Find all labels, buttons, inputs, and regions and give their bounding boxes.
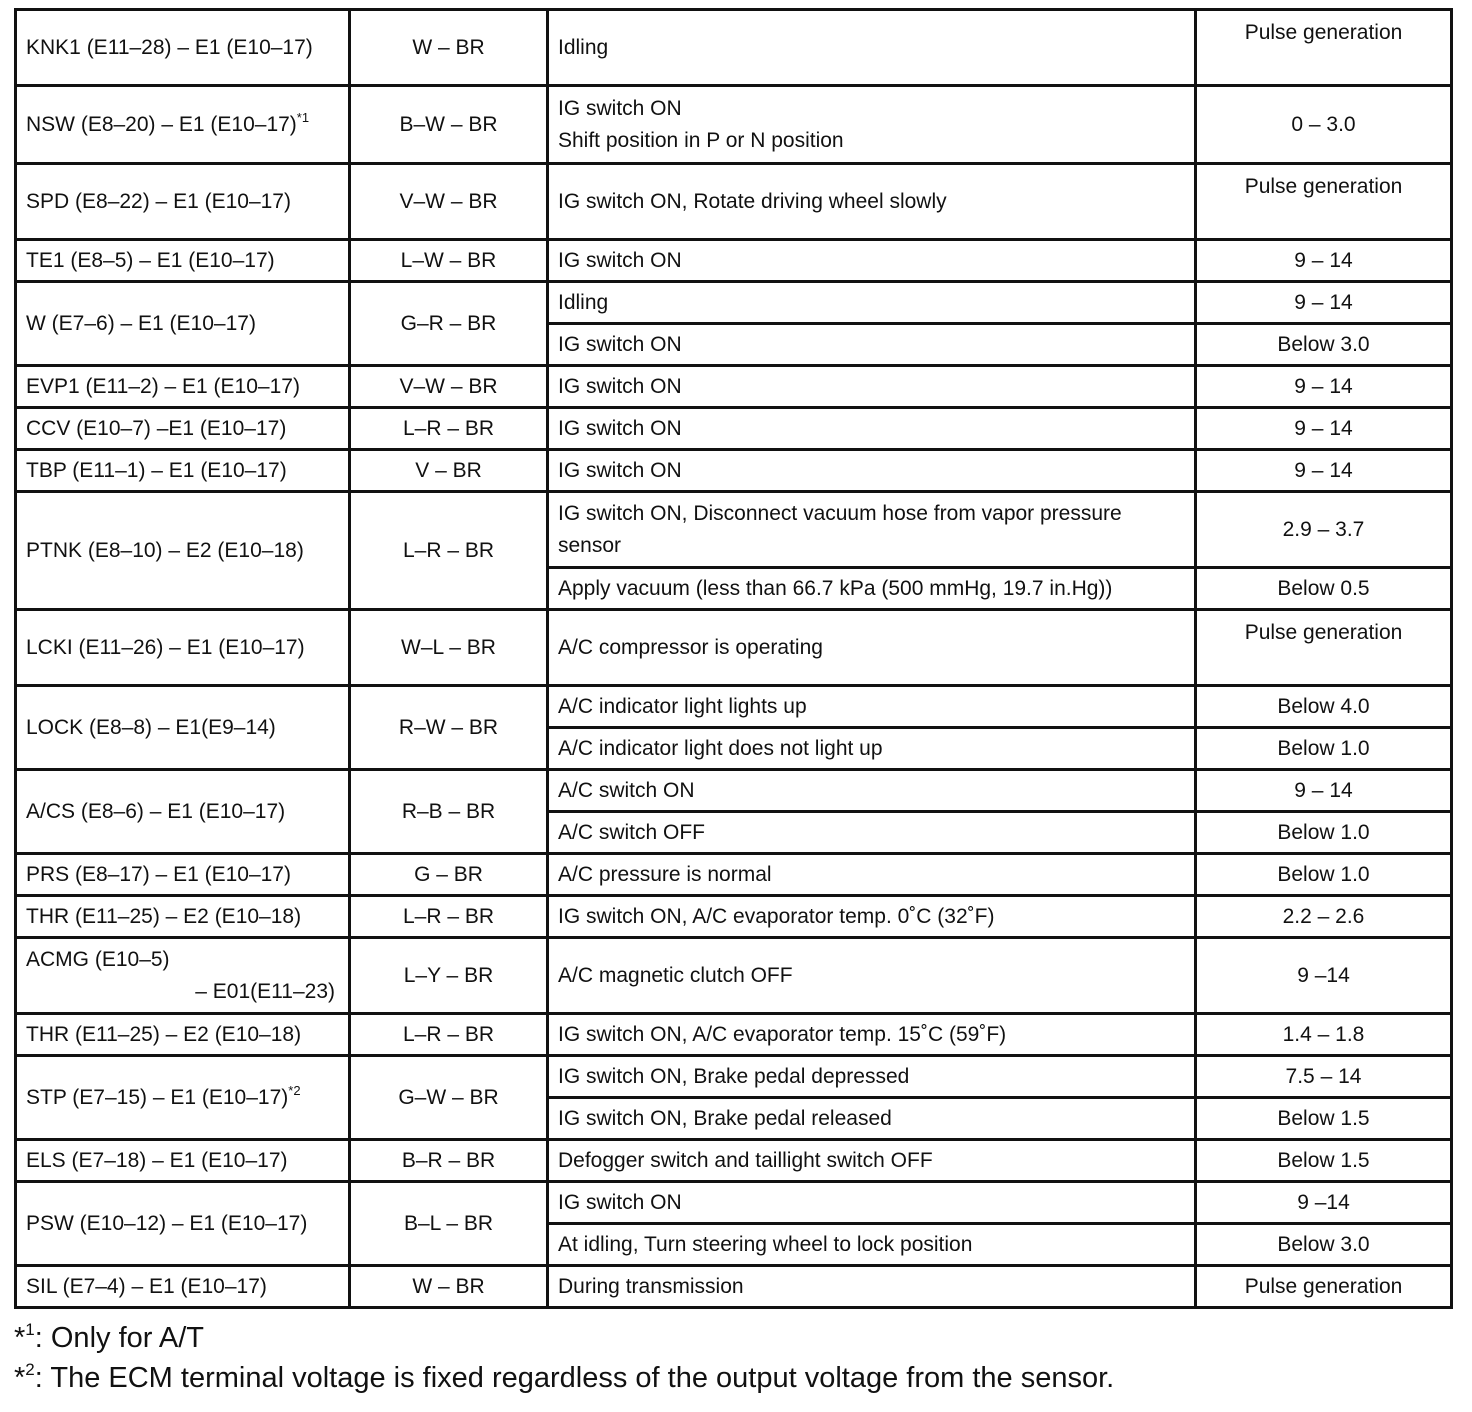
condition-cell [548, 10, 1196, 86]
terminal-label: PTNK (E8–10) – E2 (E10–18) [26, 538, 304, 562]
wiring-color-label: W – BR [412, 35, 485, 59]
specified-voltage: 9 –14 [1297, 1190, 1350, 1214]
terminal-label: KNK1 (E11–28) – E1 (E10–17) [26, 35, 313, 59]
wiring-color-label: G – BR [414, 862, 483, 886]
terminal-line: – E01(E11–23) [195, 979, 335, 1003]
terminal-cell [16, 1266, 350, 1308]
condition-cell [548, 1224, 1196, 1266]
footnote-marker: *1 [296, 109, 310, 125]
voltage-cell [1196, 1266, 1452, 1308]
condition-label: A/C magnetic clutch OFF [558, 963, 793, 987]
condition-label: IG switch ON, Brake pedal depressed [558, 1064, 910, 1088]
condition-label: IG switch ON [558, 416, 682, 440]
condition-label: IG switch ON [558, 248, 682, 272]
terminal-cell [16, 1014, 350, 1056]
condition-label: A/C compressor is operating [558, 635, 823, 659]
terminal-cell [16, 1056, 350, 1140]
condition-cell [548, 686, 1196, 728]
wiring-color-cell [350, 1140, 548, 1182]
voltage-cell [1196, 492, 1452, 568]
voltage-cell [1196, 770, 1452, 812]
condition-label: IG switch ON [558, 458, 682, 482]
terminal-label: STP (E7–15) – E1 (E10–17) [26, 1085, 289, 1109]
condition-label: During transmission [558, 1274, 744, 1298]
terminal-cell [16, 86, 350, 164]
condition-cell [548, 812, 1196, 854]
terminal-cell [16, 10, 350, 86]
table-row [16, 1140, 1452, 1182]
condition-label: IG switch ON, Rotate driving wheel slowly [558, 189, 947, 213]
table-body [16, 10, 1452, 1308]
terminal-label: SPD (E8–22) – E1 (E10–17) [26, 189, 291, 213]
condition-cell [548, 770, 1196, 812]
wiring-color-label: L–R – BR [402, 538, 495, 562]
terminal-label: A/CS (E8–6) – E1 (E10–17) [26, 799, 286, 823]
voltage-cell [1196, 1182, 1452, 1224]
wiring-color-label: V – BR [415, 458, 482, 482]
table-row [16, 854, 1452, 896]
terminal-cell [16, 492, 350, 610]
table-row [16, 896, 1452, 938]
voltage-cell [1196, 1056, 1452, 1098]
footnote-text: : Only for A/T [34, 1322, 204, 1354]
footnote [14, 1358, 1114, 1398]
specified-voltage: 9 – 14 [1294, 290, 1353, 314]
condition-cell [548, 1014, 1196, 1056]
wiring-color-cell [350, 240, 548, 282]
condition-cell [548, 568, 1196, 610]
condition-cell [548, 282, 1196, 324]
specified-voltage: 1.4 – 1.8 [1282, 1022, 1365, 1046]
specified-voltage: 9 –14 [1297, 963, 1350, 987]
wiring-color-label: B–W – BR [399, 112, 498, 136]
wiring-color-cell [350, 1056, 548, 1140]
wiring-color-label: R–W – BR [398, 715, 499, 739]
wiring-color-cell [350, 686, 548, 770]
terminal-label: THR (E11–25) – E2 (E10–18) [26, 1022, 302, 1046]
condition-label: IG switch ON, Disconnect vacuum hose from vapor pressure sensor [558, 502, 1122, 557]
table-row [16, 450, 1452, 492]
wiring-color-cell [350, 86, 548, 164]
voltage-cell [1196, 686, 1452, 728]
specified-voltage: 2.9 – 3.7 [1282, 517, 1365, 541]
condition-label: IG switch ON [558, 332, 682, 356]
specified-voltage: Pulse generation [1244, 21, 1403, 44]
voltage-cell [1196, 450, 1452, 492]
condition-label: IG switch ON, A/C evaporator temp. 15˚C (59˚F) [558, 1022, 1007, 1046]
condition-label: Idling [558, 290, 609, 314]
wiring-color-cell [350, 1182, 548, 1266]
voltage-cell [1196, 282, 1452, 324]
voltage-cell [1196, 164, 1452, 240]
specified-voltage: 9 – 14 [1294, 458, 1353, 482]
wiring-color-label: W–L – BR [401, 635, 496, 659]
specified-voltage: Pulse generation [1244, 1274, 1403, 1298]
specified-voltage: Pulse generation [1244, 175, 1403, 198]
specified-voltage: Below 0.5 [1277, 576, 1370, 600]
condition-cell [548, 938, 1196, 1014]
table-row [16, 770, 1452, 812]
wiring-color-cell [350, 938, 548, 1014]
condition-label: IG switch ON [558, 374, 682, 398]
table-row [16, 1056, 1452, 1098]
condition-cell [548, 164, 1196, 240]
wiring-color-label: W – BR [412, 1274, 485, 1298]
terminal-label: LOCK (E8–8) – E1(E9–14) [26, 715, 276, 739]
table-row [16, 492, 1452, 568]
terminal-cell [16, 164, 350, 240]
condition-label: Idling [558, 35, 609, 59]
voltage-cell [1196, 408, 1452, 450]
wiring-color-cell [350, 450, 548, 492]
specified-voltage: Below 1.0 [1277, 736, 1370, 760]
condition-label: IG switch ON, Brake pedal released [558, 1106, 892, 1130]
wiring-color-label: L–R – BR [402, 416, 495, 440]
condition-label: A/C indicator light lights up [558, 694, 807, 718]
footnote [14, 1318, 1114, 1358]
wiring-color-cell [350, 366, 548, 408]
table-row [16, 86, 1452, 164]
condition-label: At idling, Turn steering wheel to lock position [558, 1232, 973, 1256]
terminal-label: EVP1 (E11–2) – E1 (E10–17) [26, 374, 300, 398]
wiring-color-cell [350, 408, 548, 450]
footnote-text: : The ECM terminal voltage is fixed regardless of the output voltage from the sensor. [34, 1362, 1115, 1394]
table-row [16, 408, 1452, 450]
wiring-color-cell [350, 282, 548, 366]
terminal-label: W (E7–6) – E1 (E10–17) [26, 311, 256, 335]
specified-voltage: 9 – 14 [1294, 374, 1353, 398]
condition-label: A/C indicator light does not light up [558, 736, 883, 760]
condition-cell [548, 1266, 1196, 1308]
voltage-cell [1196, 10, 1452, 86]
condition-cell [548, 86, 1196, 164]
condition-cell [548, 728, 1196, 770]
specified-voltage: 9 – 14 [1294, 248, 1353, 272]
condition-label: A/C switch ON [558, 778, 695, 802]
specified-voltage: Below 3.0 [1277, 1232, 1370, 1256]
condition-line: Shift position in P or N position [558, 128, 844, 152]
wiring-color-label: R–B – BR [401, 799, 496, 823]
wiring-color-label: L–Y – BR [403, 963, 494, 987]
terminal-label: THR (E11–25) – E2 (E10–18) [26, 904, 302, 928]
terminal-label: LCKI (E11–26) – E1 (E10–17) [26, 635, 305, 659]
table-row [16, 1182, 1452, 1224]
terminal-label: TE1 (E8–5) – E1 (E10–17) [26, 248, 275, 272]
condition-label: IG switch ON [558, 1190, 682, 1214]
specified-voltage: Pulse generation [1244, 621, 1403, 644]
voltage-cell [1196, 240, 1452, 282]
condition-cell [548, 610, 1196, 686]
condition-label: IG switch ON, A/C evaporator temp. 0˚C (32˚F) [558, 904, 995, 928]
specified-voltage: Below 3.0 [1277, 332, 1370, 356]
specified-voltage: 0 – 3.0 [1291, 112, 1356, 136]
condition-label: Apply vacuum (less than 66.7 kPa (500 mmHg, 19.7 in.Hg)) [558, 576, 1113, 600]
wiring-color-label: G–W – BR [398, 1085, 499, 1109]
wiring-color-label: B–L – BR [403, 1211, 494, 1235]
wiring-color-label: L–R – BR [402, 1022, 495, 1046]
wiring-color-label: L–W – BR [400, 248, 497, 272]
wiring-color-cell [350, 1014, 548, 1056]
specified-voltage: Below 1.0 [1277, 862, 1370, 886]
condition-cell [548, 1182, 1196, 1224]
wiring-color-cell [350, 492, 548, 610]
terminal-label: TBP (E11–1) – E1 (E10–17) [26, 458, 287, 482]
terminal-cell [16, 938, 350, 1014]
footnote-asterisk: * [14, 1362, 26, 1394]
condition-label: A/C pressure is normal [558, 862, 772, 886]
voltage-cell [1196, 1140, 1452, 1182]
condition-cell [548, 896, 1196, 938]
table-row [16, 1266, 1452, 1308]
terminal-label: PSW (E10–12) – E1 (E10–17) [26, 1211, 308, 1235]
table-row [16, 240, 1452, 282]
footnote-number: 2 [25, 1360, 35, 1379]
table-row [16, 366, 1452, 408]
voltage-cell [1196, 812, 1452, 854]
voltage-cell [1196, 86, 1452, 164]
table-row [16, 1014, 1452, 1056]
condition-cell [548, 1140, 1196, 1182]
wiring-color-label: V–W – BR [399, 189, 498, 213]
condition-cell [548, 240, 1196, 282]
terminal-cell [16, 366, 350, 408]
voltage-cell [1196, 366, 1452, 408]
specified-voltage: 9 – 14 [1294, 416, 1353, 440]
condition-cell [548, 1098, 1196, 1140]
footnote-asterisk: * [14, 1322, 26, 1354]
table-row [16, 10, 1452, 86]
specified-voltage: 2.2 – 2.6 [1282, 904, 1365, 928]
specified-voltage: 7.5 – 14 [1285, 1064, 1362, 1088]
terminal-cell [16, 282, 350, 366]
table-row [16, 686, 1452, 728]
wiring-color-cell [350, 164, 548, 240]
footnote-marker: *2 [288, 1082, 301, 1098]
table-row [16, 610, 1452, 686]
voltage-cell [1196, 728, 1452, 770]
footnote-number: 1 [25, 1320, 35, 1339]
wiring-color-cell [350, 10, 548, 86]
condition-line: IG switch ON [558, 97, 682, 120]
terminal-voltage-table [14, 8, 1453, 1309]
voltage-cell [1196, 1224, 1452, 1266]
terminal-label: PRS (E8–17) – E1 (E10–17) [26, 862, 291, 886]
specified-voltage: 9 – 14 [1294, 778, 1353, 802]
terminal-label: NSW (E8–20) – E1 (E10–17) [26, 112, 297, 136]
wiring-color-cell [350, 896, 548, 938]
wiring-color-label: L–R – BR [402, 904, 495, 928]
table-row [16, 282, 1452, 324]
terminal-cell [16, 610, 350, 686]
condition-cell [548, 1056, 1196, 1098]
voltage-cell [1196, 1098, 1452, 1140]
condition-label: Defogger switch and taillight switch OFF [558, 1148, 933, 1172]
voltage-cell [1196, 1014, 1452, 1056]
condition-cell [548, 366, 1196, 408]
terminal-cell [16, 408, 350, 450]
voltage-cell [1196, 896, 1452, 938]
voltage-cell [1196, 610, 1452, 686]
terminal-cell [16, 686, 350, 770]
wiring-color-cell [350, 854, 548, 896]
terminal-cell [16, 854, 350, 896]
terminal-cell [16, 1182, 350, 1266]
condition-cell [548, 408, 1196, 450]
terminal-line: ACMG (E10–5) [26, 948, 170, 971]
terminal-voltage-table-container [14, 8, 1453, 1309]
condition-cell [548, 492, 1196, 568]
voltage-cell [1196, 854, 1452, 896]
condition-cell [548, 324, 1196, 366]
wiring-color-cell [350, 610, 548, 686]
terminal-cell [16, 896, 350, 938]
specified-voltage: Below 1.0 [1277, 820, 1370, 844]
terminal-cell [16, 770, 350, 854]
terminal-cell [16, 240, 350, 282]
condition-label: A/C switch OFF [558, 820, 706, 844]
condition-cell [548, 450, 1196, 492]
voltage-cell [1196, 324, 1452, 366]
terminal-cell [16, 1140, 350, 1182]
terminal-label: ELS (E7–18) – E1 (E10–17) [26, 1148, 288, 1172]
terminal-cell [16, 450, 350, 492]
wiring-color-label: V–W – BR [399, 374, 498, 398]
voltage-cell [1196, 568, 1452, 610]
wiring-color-cell [350, 770, 548, 854]
wiring-color-cell [350, 1266, 548, 1308]
voltage-cell [1196, 938, 1452, 1014]
specified-voltage: Below 1.5 [1277, 1148, 1370, 1172]
table-row [16, 938, 1452, 1014]
specified-voltage: Below 1.5 [1277, 1106, 1370, 1130]
wiring-color-label: B–R – BR [401, 1148, 496, 1172]
specified-voltage: Below 4.0 [1277, 694, 1370, 718]
terminal-label: SIL (E7–4) – E1 (E10–17) [26, 1274, 267, 1298]
terminal-label: CCV (E10–7) –E1 (E10–17) [26, 416, 287, 440]
condition-cell [548, 854, 1196, 896]
wiring-color-label: G–R – BR [400, 311, 497, 335]
footnotes [14, 1318, 1114, 1398]
table-row [16, 164, 1452, 240]
